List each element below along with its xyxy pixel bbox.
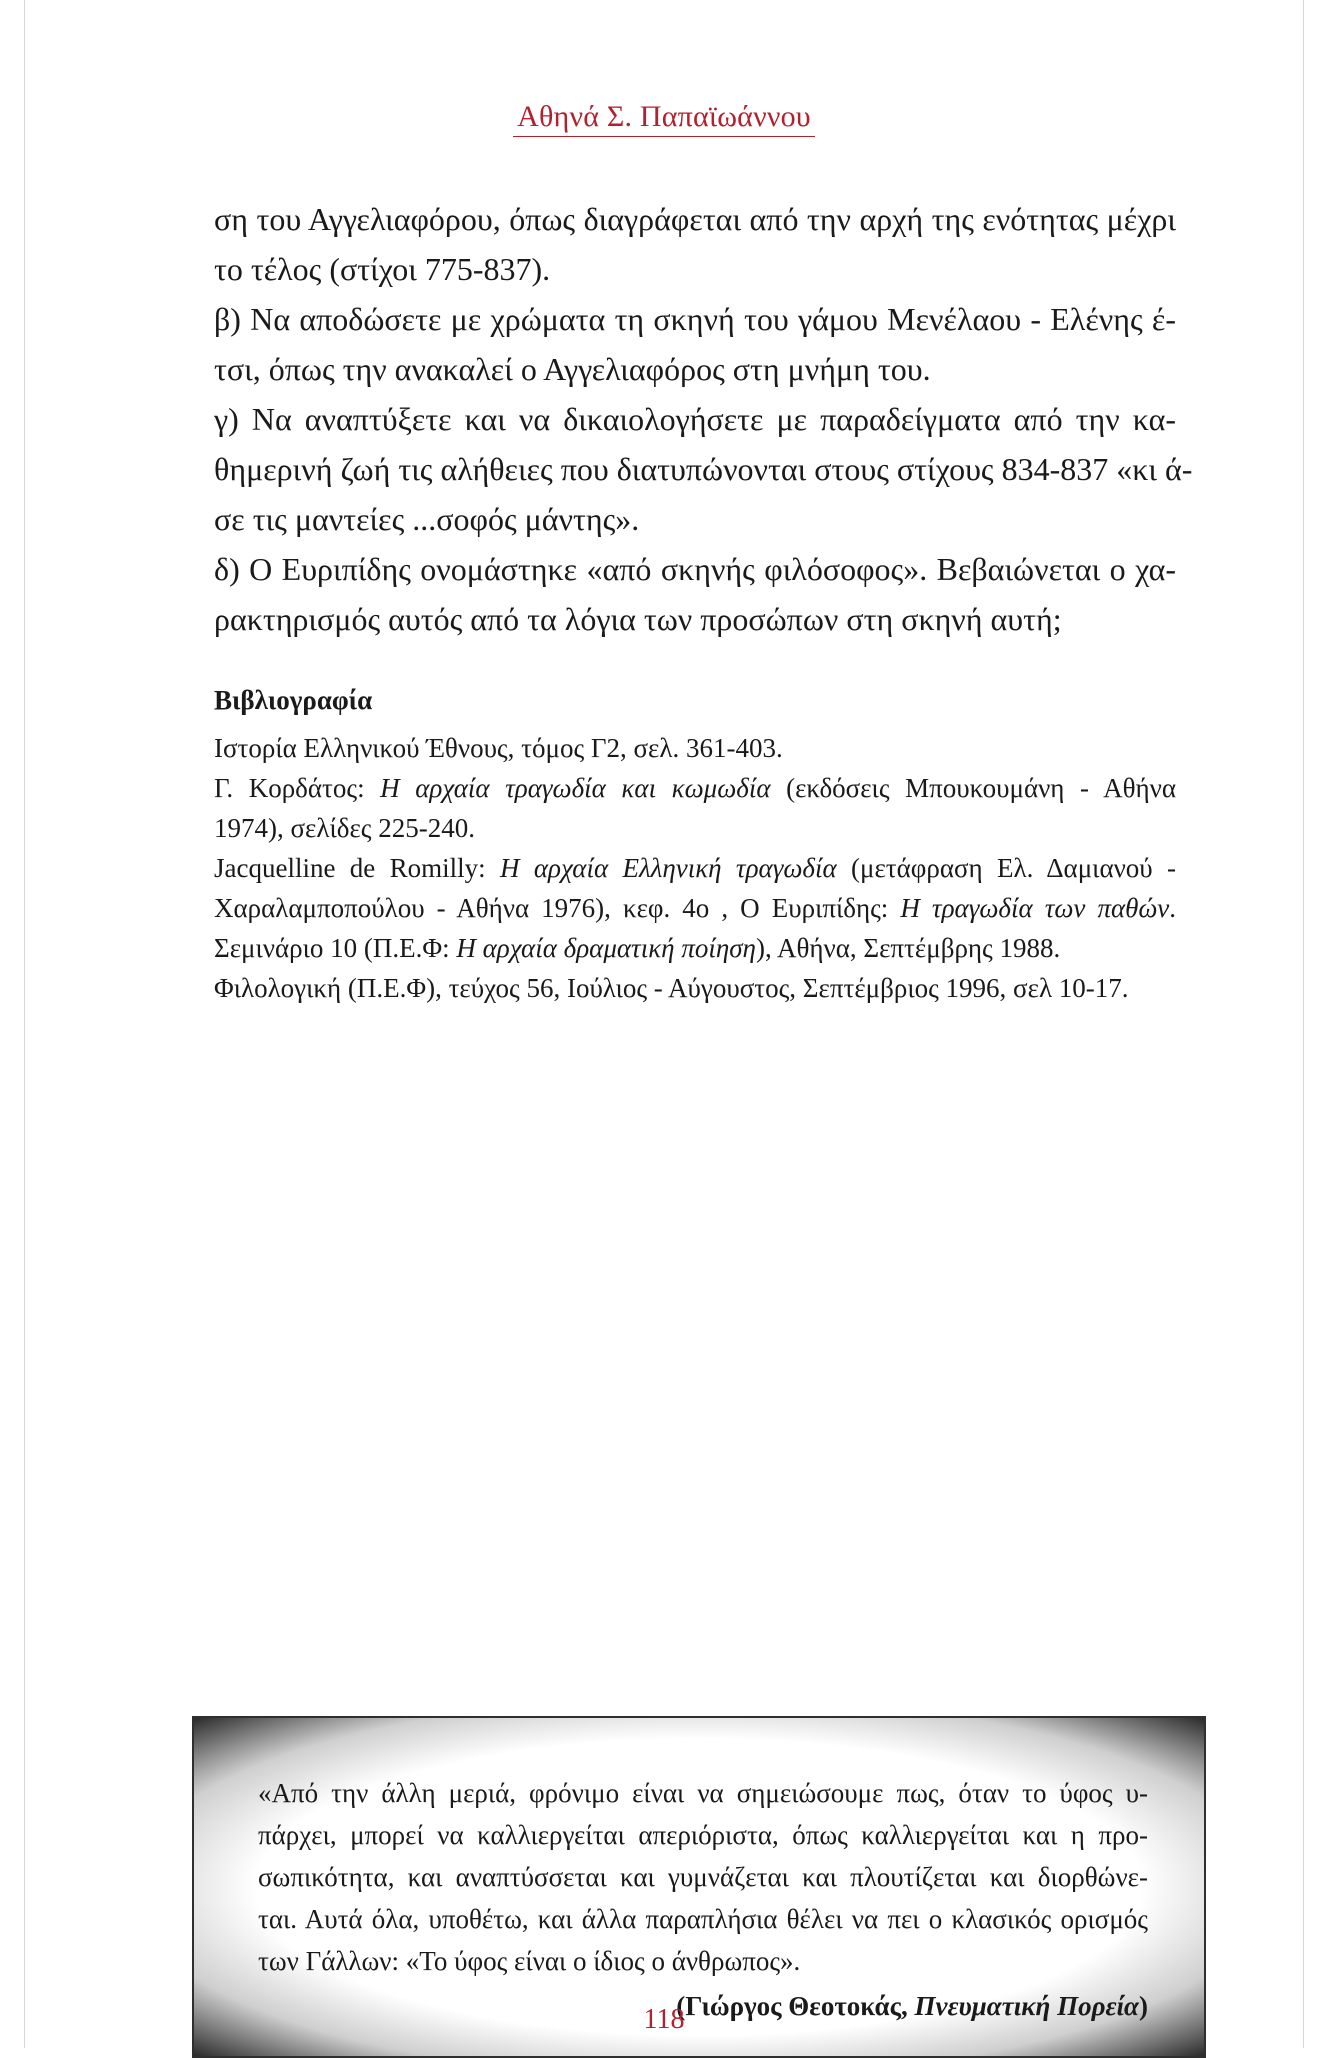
entry-author: Γ. Κορδάτος: (214, 773, 381, 803)
entry-author: Jacquelline de Romilly: (214, 853, 500, 883)
main-content (214, 194, 1193, 1008)
body-line: το τέλος (στίχοι 775-837). (214, 251, 551, 287)
quote-line: «Από την άλλη μεριά, φρόνιμο είναι να σημειώσουμε πως, όταν το ύφος υ- (258, 1778, 1148, 1808)
body-line: σε τις μαντείες ...σοφός μάντης». (214, 501, 640, 537)
body-line: γ) Να αναπτύξετε και να δικαιολογήσετε με παραδείγματα από την κα- (214, 401, 1176, 437)
entry-title: Η αρχαία τραγωδία και κωμωδία (380, 773, 771, 803)
body-line: θημερινή ζωή τις αλήθειες που διατυπώνονται στους στίχους 834-837 «κι ά- (214, 451, 1193, 487)
body-line: τσι, όπως την ανακαλεί ο Αγγελιαφόρος στη μνήμη του. (214, 351, 931, 387)
bibliography-title: Βιβλιογραφία (214, 685, 373, 715)
quote-line: ται. Αυτά όλα, υποθέτω, και άλλα παραπλήσια θέλει να πει ο κλασικός ορισμός (258, 1904, 1148, 1934)
running-title: Αθηνά Σ. Παπαϊωάννου (513, 100, 815, 137)
quote-text (258, 1772, 1148, 2028)
bibliography-entry-cont (214, 888, 1176, 928)
body-line: β) Να αποδώσετε με χρώματα τη σκηνή του γάμου Μενέλαου - Ελένης έ- (214, 301, 1176, 337)
entry-details: . (1169, 893, 1176, 923)
entry-details: (μετάφραση Ελ. Δαμιανού - (836, 853, 1176, 883)
attribution-work: Πνευματική Πορεία (914, 1991, 1139, 2021)
bibliography-entry (214, 768, 1176, 808)
entry-title: Η τραγωδία των παθών (900, 893, 1170, 923)
bibliography-entry (214, 928, 1176, 968)
entry-title: Η αρχαία δραματική ποίηση (456, 933, 756, 963)
entry-details: (εκδόσεις Μπουκουμάνη - Αθήνα (770, 773, 1177, 803)
entry-details: ), Αθήνα, Σεπτέμβρης 1988. (755, 933, 1061, 963)
body-line: ση του Αγγελιαφόρου, όπως διαγράφεται από την αρχή της ενότητας μέχρι (214, 201, 1176, 237)
page-number: 118 (643, 2004, 685, 2035)
attribution-close: ) (1139, 1991, 1148, 2021)
running-header (0, 100, 1328, 137)
bibliography-entry: Φιλολογική (Π.Ε.Φ), τεύχος 56, Ιούλιος - Αύγουστος, Σεπτέμβριος 1996, σελ 10-17. (214, 973, 1129, 1003)
quote-line: πάρχει, μπορεί να καλλιεργείται απεριόριστα, όπως καλλιεργείται και η προ- (258, 1820, 1148, 1850)
bibliography-entry-cont: 1974), σελίδες 225-240. (214, 813, 475, 843)
quote-line: σωπικότητα, και αναπτύσσεται και γυμνάζεται και πλουτίζεται και διορθώνε- (258, 1862, 1148, 1892)
body-line: ρακτηρισμός αυτός από τα λόγια των προσώπων στη σκηνή αυτή; (214, 601, 1062, 637)
attribution-author: (Γιώργος Θεοτοκάς, (676, 1991, 915, 2021)
bibliography-entry: Ιστορία Ελληνικού Έθνους, τόμος Γ2, σελ. 361-403. (214, 733, 783, 763)
bibliography-entry (214, 848, 1176, 888)
bibliography (214, 682, 1176, 1008)
quote-line: των Γάλλων: «Το ύφος είναι ο ίδιος ο άνθρωπος». (258, 1946, 801, 1976)
entry-author: Σεμινάριο 10 (Π.Ε.Φ: (214, 933, 457, 963)
body-line: δ) Ο Ευριπίδης ονομάστηκε «από σκηνής φιλόσοφος». Βεβαιώνεται ο χα- (214, 551, 1176, 587)
entry-details: Χαραλαμποπούλου - Αθήνα 1976), κεφ. 4ο , Ο Ευριπίδης: (214, 893, 901, 923)
entry-title: Η αρχαία Ελληνική τραγωδία (499, 853, 837, 883)
